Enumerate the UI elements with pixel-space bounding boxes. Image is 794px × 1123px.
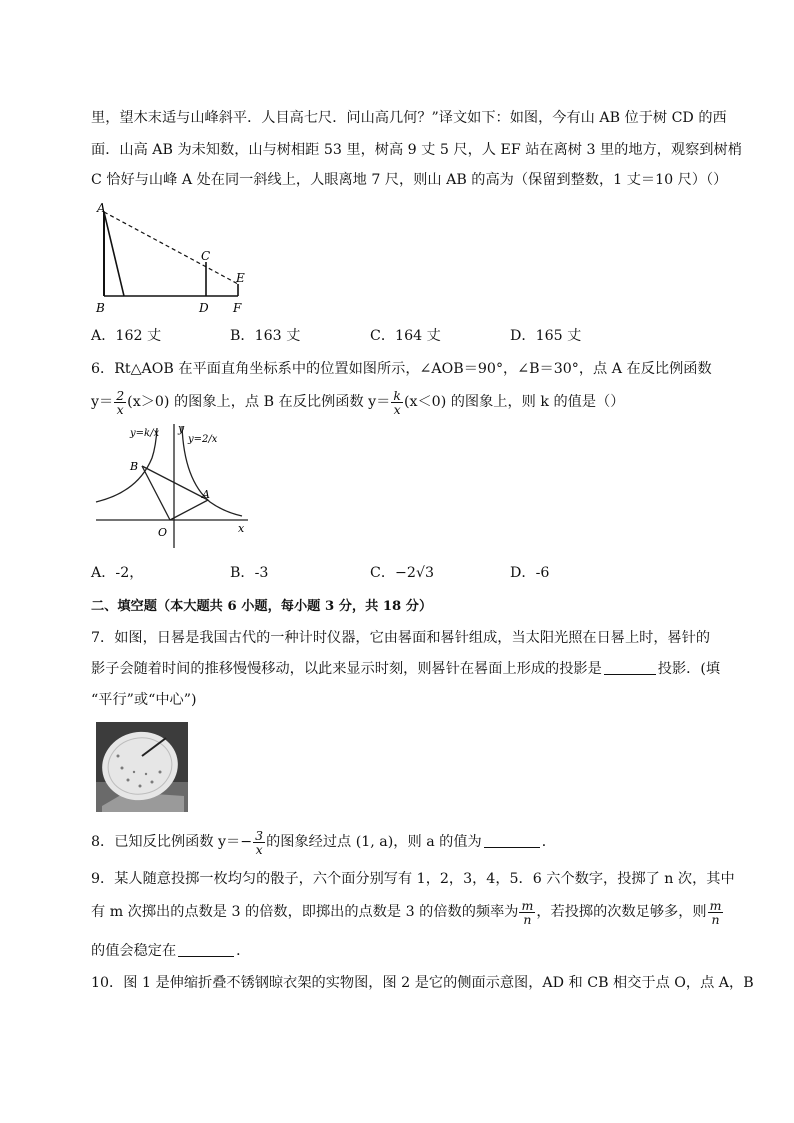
q9-line2-mid: ，若投掷的次数足够多，则 bbox=[536, 904, 707, 920]
q6-option-a[interactable]: A．-2， bbox=[91, 565, 144, 581]
q7-line2-pre: 影子会随着时间的推移慢慢移动，以此来显示时刻，则晷针在晷面上形成的投影是 bbox=[91, 661, 602, 677]
label-x-axis: x bbox=[238, 522, 245, 535]
q6-figure bbox=[92, 420, 252, 552]
label-func-right: y=2/x bbox=[188, 434, 218, 445]
q7-answer-blank[interactable] bbox=[604, 660, 656, 675]
section-title-fill-in: 二、填空题（本大题共 6 小题，每小题 3 分，共 18 分） bbox=[91, 599, 433, 614]
q8-text-line bbox=[91, 826, 754, 858]
q6-option-c[interactable]: C．−2√3 bbox=[370, 565, 435, 581]
q9-line2-pre: 有 m 次掷出的点数是 3 的倍数，即掷出的点数是 3 的倍数的频率为 bbox=[91, 904, 519, 920]
q9-line3-post: ． bbox=[236, 943, 251, 959]
q6-option-b[interactable]: B．-3 bbox=[230, 565, 269, 581]
q5-option-d[interactable]: D．165 丈 bbox=[510, 328, 582, 344]
label-point-b: B bbox=[130, 460, 139, 473]
q5-text-line-1: 里，望木末适与山峰斜平．人目高七尺．问山高几何？”译文如下：如图，今有山 AB 位于树 CD 的西 bbox=[91, 110, 727, 126]
q6-text-line-2 bbox=[91, 386, 754, 418]
q6-option-d[interactable]: D．-6 bbox=[510, 565, 550, 581]
q9-answer-blank[interactable] bbox=[178, 942, 234, 957]
q5-figure bbox=[92, 200, 252, 318]
q8-mid: 的图象经过点 (1, a)，则 a 的值为 bbox=[266, 834, 482, 850]
q6-fraction-k-over-x: $\frac{k}{x}$ bbox=[393, 387, 401, 417]
q9-text-line-1: 9．某人随意投掷一枚均匀的骰子，六个面分别写有 1，2，3，4，5．6 六个数字，投掷了 n 次，其中 bbox=[91, 871, 735, 887]
q7-text-line-3: “平行”或“中心”) bbox=[91, 692, 197, 708]
q9-text-line-2 bbox=[91, 896, 754, 928]
q10-text-line-1: 10．图 1 是伸缩折叠不锈钢晾衣架的实物图，图 2 是它的侧面示意图，AD 和 CB 相交于点 O，点 A，B bbox=[91, 975, 754, 991]
segment-oa bbox=[170, 500, 208, 520]
q7-line2-post: 投影．(填 bbox=[657, 661, 721, 677]
label-e: E bbox=[236, 271, 245, 285]
q6-line2-mid: (x＞0) 的图象上，点 B 在反比例函数 y＝ bbox=[127, 394, 391, 410]
label-point-a: A bbox=[202, 488, 210, 501]
segment-ab bbox=[142, 466, 208, 500]
q6-text-line-1: 6．Rt△AOB 在平面直角坐标系中的位置如图所示，∠AOB＝90°，∠B＝30°，点 A 在反比例函数 bbox=[91, 361, 712, 377]
q9-text-line-3 bbox=[91, 941, 754, 961]
label-point-o: O bbox=[158, 526, 168, 539]
sight-slope bbox=[104, 212, 124, 296]
label-b: B bbox=[96, 301, 105, 315]
q8-fraction-3-over-x: $\frac{3}{x}$ bbox=[255, 827, 264, 857]
q8-pre: 8．已知反比例函数 y＝− bbox=[91, 834, 253, 850]
q5-text-line-2: 面．山高 AB 为未知数，山与树相距 53 里，树高 9 丈 5 尺，人 EF 站在离树 3 里的地方，观察到树梢 bbox=[91, 142, 742, 158]
q6-line2-post: (x＜0) 的图象上，则 k 的值是（） bbox=[403, 394, 625, 410]
q6-fraction-2-over-x: $\frac{2}{x}$ bbox=[116, 387, 125, 417]
q6-y-equals: y＝ bbox=[91, 394, 114, 410]
q8-post: ． bbox=[541, 834, 556, 850]
q7-text-line-2 bbox=[91, 659, 754, 679]
curve-k-over-x bbox=[96, 428, 160, 502]
q7-text-line-1: 7．如图，日晷是我国古代的一种计时仪器，它由晷面和晷针组成，当太阳光照在日晷上时，晷针的 bbox=[91, 630, 711, 646]
q8-answer-blank[interactable] bbox=[484, 833, 540, 848]
label-d: D bbox=[199, 301, 209, 315]
segment-ob bbox=[142, 466, 170, 520]
label-c: C bbox=[201, 249, 211, 263]
q9-line3-pre: 的值会稳定在 bbox=[91, 943, 177, 959]
label-f: F bbox=[233, 301, 242, 315]
line-of-sight bbox=[104, 212, 238, 284]
q5-option-a[interactable]: A．162 丈 bbox=[91, 328, 162, 344]
label-a: A bbox=[97, 201, 106, 215]
sundial-photo bbox=[96, 722, 188, 812]
label-y-axis: y bbox=[178, 422, 185, 435]
q9-fraction-m-over-n-2: $\frac{m}{n}$ bbox=[709, 897, 722, 927]
label-func-left: y=k/x bbox=[130, 428, 160, 439]
q5-option-c[interactable]: C．164 丈 bbox=[370, 328, 441, 344]
q9-fraction-m-over-n: $\frac{m}{n}$ bbox=[521, 897, 534, 927]
q5-text-line-3: C 恰好与山峰 A 处在同一斜线上，人眼离地 7 尺，则山 AB 的高为（保留到整数，1 丈＝10 尺）（） bbox=[91, 172, 728, 188]
q5-option-b[interactable]: B．163 丈 bbox=[230, 328, 301, 344]
